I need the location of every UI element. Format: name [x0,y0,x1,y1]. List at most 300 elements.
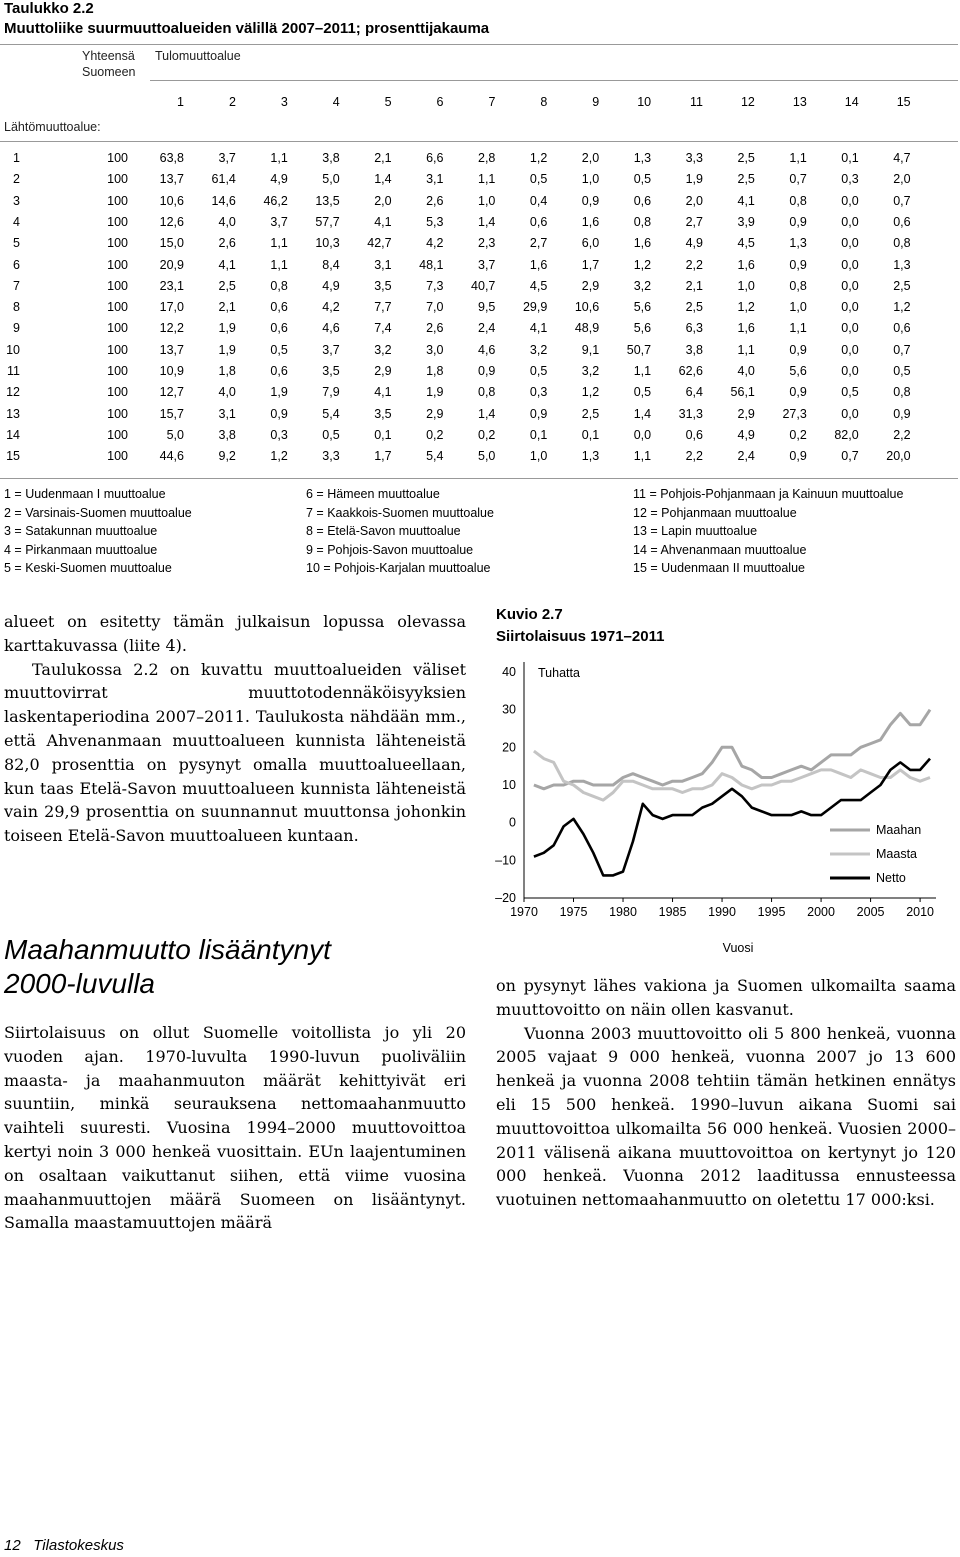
table-cell: 15,0 [159,236,184,251]
table-cell: 3,7 [218,151,236,165]
column-number: 11 [690,95,703,109]
table-cell: 1,4 [633,406,652,421]
row-total: 100 [107,449,128,464]
table-cell: 9,5 [478,300,496,315]
row-label: 1 [13,151,20,165]
table-cell: 48,1 [419,257,444,272]
table-cell: 4,1 [737,193,755,208]
table-cell: 2,1 [374,151,392,165]
table-cell: 14,6 [211,193,236,208]
table-cell: 0,0 [633,427,652,442]
legend-item: 2 = Varsinais-Suomen muuttoalue [4,505,192,520]
table-cell: 1,4 [478,406,496,421]
legend-item: 10 = Pohjois-Karjalan muuttoalue [306,561,491,575]
x-tick-label: 2005 [856,905,885,919]
table-header-rule [0,141,958,142]
table-cell: 4,1 [374,214,392,229]
table-cell: 5,3 [426,214,444,229]
x-tick-label: 1980 [609,905,637,919]
table-cell: 3,5 [322,364,340,378]
table-cell: 61,4 [211,172,236,187]
table-cell: 2,5 [893,278,911,293]
legend-label-maahan: Maahan [876,823,922,837]
table-cell: 3,7 [270,214,288,229]
row-label: 10 [6,342,20,357]
table-cell: 0,6 [893,214,911,229]
table-cell: 0,5 [529,172,548,187]
column-number: 3 [280,95,288,109]
page-number: 12 [4,1537,21,1554]
table-cell: 13,5 [315,193,340,208]
y-tick-label: 30 [502,702,516,717]
table-cell: 2,1 [685,278,703,293]
table-cell: 4,2 [322,300,340,315]
table-top-rule [0,44,958,45]
table-cell: 29,9 [522,300,548,315]
table-cell: 0,7 [789,172,807,187]
table-cell: 0,0 [841,236,859,251]
table-cell: 2,9 [374,364,392,378]
row-total: 100 [107,427,128,442]
table-cell: 1,0 [581,172,600,187]
table-cell: 2,2 [685,257,703,272]
row-total: 100 [107,321,128,336]
table-cell: 8,4 [322,257,340,272]
column-number: 8 [540,95,548,109]
table-cell: 3,1 [426,172,444,187]
table-cell: 2,5 [737,151,755,165]
table-cell: 2,6 [426,193,444,208]
table-cell: 9,2 [218,449,236,464]
table-cell: 31,3 [678,406,703,421]
table-cell: 0,0 [841,364,859,378]
table-cell: 4,9 [270,172,288,187]
table-cell: 1,7 [374,449,392,464]
row-total: 100 [107,257,128,272]
table-cell: 1,0 [478,193,496,208]
table-cell: 0,9 [581,193,600,208]
table-cell: 7,3 [426,278,444,293]
table-cell: 1,1 [270,257,288,272]
table-cell: 4,0 [737,364,755,378]
table-cell: 20,9 [159,257,184,272]
table-cell: 4,9 [322,278,340,293]
table-cell: 2,9 [426,406,444,421]
table-cell: 0,7 [841,449,859,464]
table-cell: 0,0 [841,278,859,293]
column-number: 1 [177,95,184,109]
table-cell: 3,8 [685,342,703,357]
table-cell: 1,6 [737,257,755,272]
table-cell: 27,3 [782,406,807,421]
row-total: 100 [107,236,128,251]
row-label: 7 [13,278,20,293]
legend-item: 3 = Satakunnan muuttoalue [4,524,158,538]
table-cell: 2,8 [478,151,496,165]
table-cell: 0,8 [893,385,911,400]
table-cell: 0,4 [529,193,548,208]
row-total: 100 [107,385,128,400]
column-number: 15 [896,95,911,109]
table-cell: 48,9 [574,321,600,336]
column-number: 6 [436,95,444,109]
table-cell: 1,1 [789,321,807,336]
table-cell: 0,8 [270,278,288,293]
table-cell: 0,0 [841,214,859,229]
legend-item: 12 = Pohjanmaan muuttoalue [633,505,797,520]
table-cell: 4,9 [737,427,755,442]
table-cell: 0,8 [478,385,496,400]
table-cell: 4,6 [478,342,496,357]
table-cell: 0,6 [893,321,911,336]
table-cell: 2,9 [581,278,600,293]
table-cell: 1,2 [529,151,548,165]
chart-number: Kuvio 2.7 [496,606,563,623]
table-cell: 1,9 [426,385,444,400]
table-cell: 0,8 [789,278,807,293]
row-label: 6 [13,257,20,272]
table-cell: 0,2 [426,427,444,442]
row-label: 8 [13,300,20,315]
table-cell: 0,9 [478,364,496,378]
table-cell: 0,9 [789,214,807,229]
table-cell: 7,4 [374,321,392,336]
table-cell: 50,7 [626,342,652,357]
column-number: 13 [792,95,807,109]
table-cell: 0,9 [529,406,548,421]
table-cell: 6,0 [581,236,600,251]
table-cell: 0,1 [581,427,600,442]
table-cell: 0,5 [633,385,652,400]
migration-line-chart [490,652,960,967]
y-tick-label: –20 [495,891,516,905]
table-cell: 3,3 [322,449,340,464]
table-cell: 0,8 [893,236,911,251]
table-bottom-rule [0,478,958,479]
table-cell: 4,2 [426,236,444,251]
legend-column-2 [306,485,494,578]
table-cell: 1,3 [789,236,807,251]
table-cell: 2,3 [478,236,496,251]
table-cell: 7,7 [374,300,392,315]
row-label: 14 [6,427,20,442]
table-cell: 3,8 [218,427,236,442]
legend-column-3 [633,485,903,578]
table-cell: 1,1 [737,342,755,357]
table-cell: 1,2 [893,300,911,315]
table-cell: 3,8 [322,151,340,165]
table-cell: 5,0 [166,427,184,442]
table-cell: 0,3 [270,427,288,442]
table-cell: 4,5 [529,278,548,293]
row-label: 5 [13,236,20,251]
table-cell: 1,6 [633,236,652,251]
table-cell: 1,2 [581,385,600,400]
column-number: 9 [592,95,600,109]
table-cell: 0,6 [685,427,703,442]
table-cell: 2,5 [581,406,600,421]
x-tick-label: 2010 [906,905,935,919]
table-cell: 5,6 [633,300,652,315]
table-cell: 2,0 [893,172,911,187]
table-cell: 0,3 [841,172,859,187]
row-total: 100 [107,193,128,208]
total-header-line2: Suomeen [82,65,136,79]
table-title: Muuttoliike suurmuuttoalueiden välillä 2007–2011; prosenttijakauma [4,20,490,37]
table-cell: 0,0 [841,321,859,336]
table-cell: 46,2 [263,193,288,208]
table-cell: 13,7 [159,342,184,357]
table-cell: 1,2 [737,300,755,315]
table-cell: 20,0 [886,449,911,464]
table-cell: 44,6 [159,449,184,464]
x-axis-label: Vuosi [722,941,754,955]
table-cell: 1,4 [478,214,496,229]
table-cell: 2,0 [685,193,703,208]
paragraph: Vuonna 2003 muuttovoitto oli 5 800 henkeä, vuonna 2005 vajaat 9 000 henkeä, vuonna 2007 jo 13 600 henkeä ja vuonna 2008 tehtiin tämän hetkinen ennätys eli 15 500 henkeä. 1990–luvun aikana Suomi sai muuttovoittoa ulkomailta 56 000 henkeä. Vuosien 2000–2011 välisenä aikana muuttovoittoa on kertynyt jo 120 000 henkeä. Vuonna 2012 laaditussa ennusteessa vuotuinen nettomaahanmuutto on oletettu 17 000:ksi. [496,1023,956,1210]
table-cell: 0,9 [789,342,807,357]
table-cell: 62,6 [678,364,703,378]
table-cell: 1,1 [633,364,652,378]
table-cell: 82,0 [834,427,859,442]
legend-column-1 [4,485,192,578]
table-cell: 57,7 [315,214,340,229]
table-cell: 0,5 [893,364,911,378]
table-cell: 1,4 [374,172,392,187]
y-tick-label: 10 [502,778,516,792]
legend-item: 14 = Ahvenanmaan muuttoalue [633,542,807,557]
column-number: 7 [488,95,496,109]
table-cell: 2,0 [374,193,392,208]
table-cell: 2,4 [737,449,755,464]
y-axis-label: Tuhatta [538,666,580,680]
table-cell: 40,7 [471,278,496,293]
table-cell: 1,0 [737,278,755,293]
table-cell: 42,7 [367,236,392,251]
table-cell: 3,2 [374,342,392,357]
legend-item: 9 = Pohjois-Savon muuttoalue [306,542,474,557]
legend-item: 15 = Uudenmaan II muuttoalue [633,561,805,575]
table-cell: 9,1 [581,342,600,357]
table-cell: 0,0 [841,300,859,315]
row-label: 15 [6,449,20,464]
paragraph: on pysynyt lähes vakiona ja Suomen ulkomailta saama muuttovoitto on näin ollen kasvanut. [496,976,956,1019]
table-cell: 0,7 [893,193,911,208]
table-cell: 1,1 [270,151,288,165]
table-cell: 2,6 [218,236,236,251]
table-cell: 3,2 [529,342,548,357]
chart-title: Siirtolaisuus 1971–2011 [496,628,665,645]
table-cell: 5,6 [789,364,807,378]
table-cell: 1,1 [270,236,288,251]
table-cell: 4,1 [529,321,548,336]
column-number: 5 [384,95,392,109]
table-cell: 0,0 [841,193,859,208]
table-cell: 0,1 [529,427,548,442]
table-cell: 23,1 [159,278,184,293]
table-cell: 0,6 [270,321,288,336]
y-tick-label: 40 [502,665,516,679]
table-cell: 3,3 [685,151,703,165]
table-cell: 1,2 [270,449,288,464]
table-cell: 2,7 [685,214,703,229]
table-cell: 1,1 [633,449,652,464]
y-tick-label: –10 [495,853,516,868]
row-total: 100 [107,300,128,315]
table-cell: 1,9 [218,321,236,336]
table-cell: 1,8 [426,364,444,378]
table-cell: 10,6 [574,300,600,315]
legend-item: 1 = Uudenmaan I muuttoalue [4,487,166,501]
paragraph: Siirtolaisuus on ollut Suomelle voitollista jo yli 20 vuoden ajan. 1970-luvulta 1990-luvun puoliväliin maasta- ja maahanmuuton määrät kehittyivät eri suuntiin, minkä seurauksena nettomaahanmuutto vaihteli suuresti. Vuosina 1994–2000 muuttovoittoa kertyi noin 3 000 henkeä vuosittain. EUn laajentuminen on osaltaan vaikuttanut siihen, että viime vuosina maahanmuuttojen määrä Suomeen on lisääntynyt. Samalla maastamuuttojen määrä [4,1023,466,1233]
table-cell: 4,1 [218,257,236,272]
table-cell: 4,7 [893,151,911,165]
table-cell: 1,0 [529,449,548,464]
table-cell: 0,5 [841,385,859,400]
table-cell: 7,9 [322,385,340,400]
x-tick-label: 1985 [658,905,687,919]
x-tick-label: 1990 [708,905,736,919]
table-cell: 5,4 [426,449,444,464]
table-cell: 7,0 [426,300,444,315]
table-cell: 6,3 [685,321,703,336]
table-cell: 0,6 [633,193,652,208]
table-cell: 0,9 [789,257,807,272]
table-cell: 0,9 [789,449,807,464]
table-cell: 0,3 [529,385,548,400]
table-cell: 0,8 [633,214,652,229]
table-cell: 3,7 [322,342,340,357]
table-cell: 3,9 [737,214,755,229]
table-cell: 10,6 [159,193,184,208]
table-cell: 1,1 [789,151,807,165]
table-cell: 1,3 [893,257,911,272]
x-tick-label: 2000 [807,905,835,919]
table-cell: 2,9 [737,406,755,421]
table-cell: 0,5 [633,172,652,187]
row-label: 2 [13,172,20,187]
table-cell: 2,5 [685,300,703,315]
table-cell: 4,6 [322,321,340,336]
column-number: 10 [637,95,652,109]
table-cell: 3,5 [374,278,392,293]
page-footer [4,1537,124,1554]
table-cell: 4,1 [374,385,392,400]
table-cell: 4,5 [737,236,755,251]
table-title-number: Taulukko 2.2 [4,0,94,17]
left-text-block-2 [4,1021,466,1235]
table-cell: 3,7 [478,257,496,272]
row-label: 3 [13,193,20,208]
table-cell: 6,4 [685,385,703,400]
table-cell: 3,2 [633,278,652,293]
section-heading-line: Maahanmuutto lisääntynyt [4,934,331,965]
column-number: 14 [844,95,859,109]
table-cell: 17,0 [159,300,184,315]
row-total: 100 [107,364,128,378]
column-number: 4 [332,95,340,109]
table-cell: 1,6 [581,214,600,229]
table-cell: 1,1 [478,172,496,187]
row-total: 100 [107,151,128,165]
destination-header: Tulomuuttoalue [155,49,241,63]
table-cell: 10,3 [315,236,340,251]
x-tick-label: 1970 [510,905,538,919]
table-cell: 0,5 [322,427,340,442]
table-cell: 1,7 [581,257,600,272]
table-cell: 3,0 [426,342,444,357]
table-cell: 2,7 [529,236,548,251]
row-label: 11 [7,364,20,378]
row-total: 100 [107,342,128,357]
column-number: 12 [740,95,755,109]
total-header-line1: Yhteensä [82,49,135,63]
table-cell: 3,1 [218,406,236,421]
legend-item: 8 = Etelä-Savon muuttoalue [306,524,461,538]
table-cell: 1,9 [685,172,703,187]
table-cell: 0,5 [270,342,288,357]
table-cell: 10,9 [159,364,184,378]
legend-label-maasta: Maasta [876,847,917,861]
legend-item: 5 = Keski-Suomen muuttoalue [4,561,172,575]
table-cell: 1,6 [529,257,548,272]
table-cell: 0,2 [478,427,496,442]
table-cell: 0,9 [270,406,288,421]
table-cell: 0,6 [270,364,288,378]
destination-rule [150,80,958,81]
paragraph: alueet on esitetty tämän julkaisun lopussa olevassa karttakuvassa (liite 4). [4,612,466,655]
table-cell: 1,9 [270,385,288,400]
table-cell: 0,9 [893,406,911,421]
table-cell: 1,8 [218,364,236,378]
table-cell: 1,2 [633,257,652,272]
table-cell: 12,2 [159,321,184,336]
table-cell: 2,1 [218,300,236,315]
table-cell: 5,0 [322,172,340,187]
table-cell: 0,2 [789,427,807,442]
row-total: 100 [107,278,128,293]
table-cell: 6,6 [426,151,444,165]
left-text-block-1 [4,610,466,848]
table-cell: 4,0 [218,385,236,400]
x-tick-label: 1995 [757,905,786,919]
table-cell: 5,6 [633,321,652,336]
table-cell: 1,3 [633,151,652,165]
legend-item: 6 = Hämeen muuttoalue [306,487,440,501]
table-cell: 0,6 [529,214,548,229]
table-cell: 3,2 [581,364,600,378]
legend-item: 4 = Pirkanmaan muuttoalue [4,542,158,557]
table-cell: 2,0 [581,151,600,165]
row-label: 13 [6,406,20,421]
table-cell: 63,8 [159,151,184,165]
column-number: 2 [228,95,236,109]
table-cell: 1,6 [737,321,755,336]
row-label: 9 [13,321,20,336]
paragraph: Taulukossa 2.2 on kuvattu muuttoalueiden väliset muuttovirrat muuttotodennäköisyyksien laskentaperiodina 2007–2011. Taulukosta nähdään mm., että Ahvenanmaan muuttoalueen kunnista lähteneistä 82,0 prosenttia on pysynyt omalla muuttoalueellaan, kun taas Etelä-Savon muuttoalueen kunnista lähteneistä vain 29,9 prosenttia on suunnannut muuttonsa johonkin toiseen Etelä-Savon muuttoalueen kuntaan. [4,659,466,846]
section-heading [4,933,331,1001]
table-cell: 0,7 [893,342,911,357]
table-cell: 1,0 [789,300,807,315]
table-cell: 2,4 [478,321,496,336]
table-cell: 0,1 [374,427,392,442]
table-cell: 0,0 [841,257,859,272]
y-tick-label: 0 [509,815,516,830]
table-cell: 1,3 [581,449,600,464]
table-cell: 56,1 [730,385,755,400]
table-cell: 2,5 [737,172,755,187]
section-heading-line: 2000-luvulla [4,968,155,999]
